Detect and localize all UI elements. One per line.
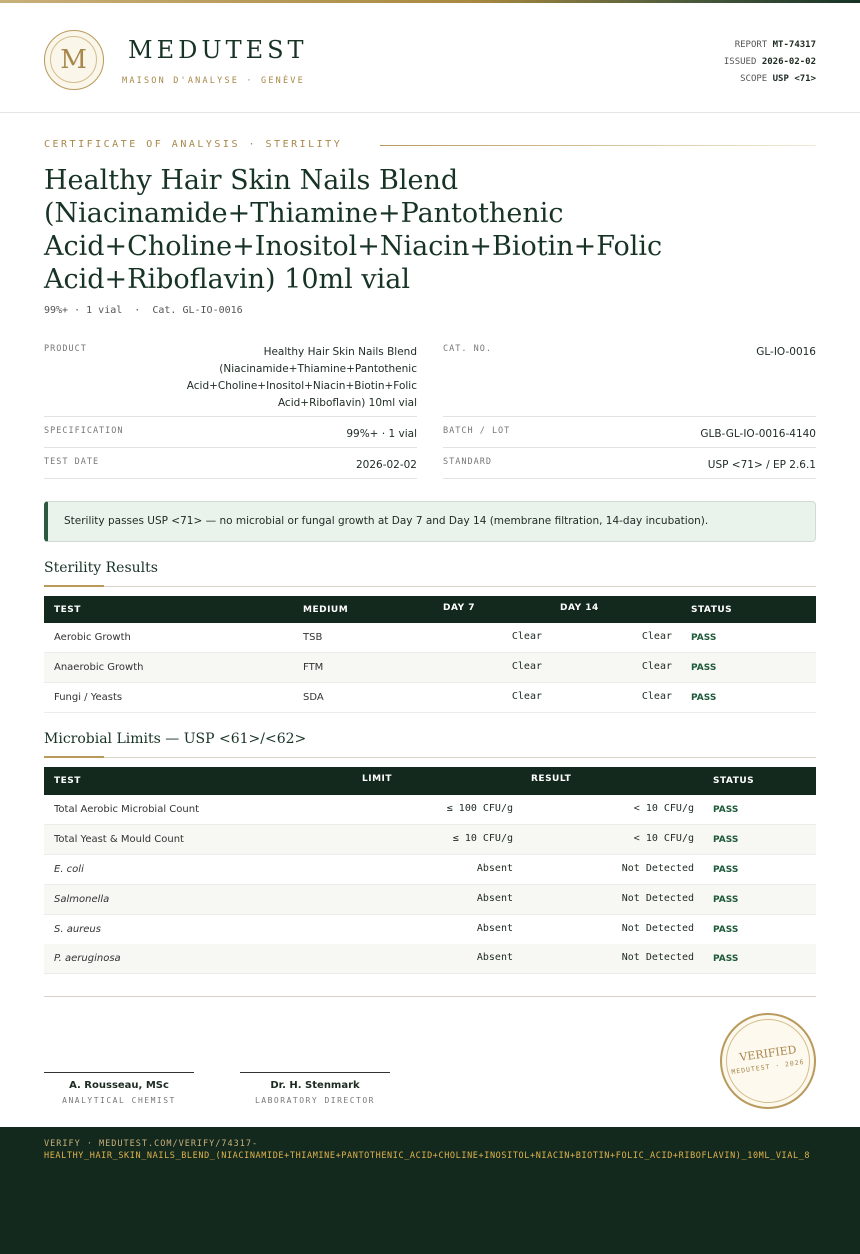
cell-result: Not Detected [621, 923, 694, 934]
col-day14: DAY 14 [560, 603, 599, 613]
spec-value: 99%+ · 1 vial [346, 428, 417, 440]
section-rule [44, 586, 816, 587]
col-medium: MEDIUM [303, 605, 349, 615]
sterility-table-header [44, 596, 816, 623]
status-badge: PASS [713, 865, 739, 875]
cell-test: S. aureus [54, 924, 101, 935]
col-day7: DAY 7 [443, 603, 475, 613]
status-badge: PASS [713, 954, 739, 964]
status-badge: PASS [691, 633, 717, 643]
cell-test: Anaerobic Growth [54, 662, 144, 673]
signatory-name: Dr. H. Stenmark [270, 1080, 360, 1091]
product-value: Healthy Hair Skin Nails Blend (Niacinamide+Thiamine+Pantothenic Acid+Choline+Inositol+Niacin+Biotin+Folic Acid+Riboflavin) 10ml vial [186, 346, 417, 409]
table-row [44, 825, 816, 855]
signature-block [240, 1072, 390, 1105]
cell-limit: Absent [476, 863, 513, 874]
cell-day7: Clear [511, 661, 542, 672]
col-limit: LIMIT [362, 774, 393, 784]
brand-name: MEDUTEST [128, 36, 308, 64]
cell-test: Fungi / Yeasts [54, 692, 123, 703]
info-divider [443, 416, 816, 417]
signature-block [44, 1072, 194, 1105]
info-standard [443, 457, 816, 477]
cell-limit: Absent [476, 923, 513, 934]
status-badge: PASS [691, 663, 717, 673]
microbial-table-header [44, 767, 816, 795]
col-result: RESULT [531, 774, 572, 784]
cell-limit: Absent [476, 952, 513, 963]
product-subline: 99%+ · 1 vial · Cat. GL-IO-0016 [44, 305, 243, 316]
cell-result: Not Detected [621, 863, 694, 874]
cell-test: Salmonella [54, 894, 110, 905]
verification-footer [0, 1127, 860, 1254]
cell-limit: ≤ 10 CFU/g [452, 833, 513, 844]
status-badge: PASS [691, 693, 717, 703]
section-accent [44, 585, 104, 587]
cell-day7: Clear [511, 691, 542, 702]
cell-limit: ≤ 100 CFU/g [446, 803, 513, 814]
status-badge: PASS [713, 835, 739, 845]
info-divider [44, 447, 417, 448]
kicker-rule [380, 145, 816, 146]
info-divider [443, 447, 816, 448]
cell-medium: SDA [303, 692, 324, 703]
info-product [44, 344, 417, 414]
report-header [0, 3, 860, 113]
brand-subtitle: MAISON D'ANALYSE · GENÈVE [122, 76, 305, 86]
microbial-section-title: Microbial Limits — USP <61>/<62> [44, 731, 307, 747]
product-label: PRODUCT [44, 344, 87, 354]
certificate-kicker: CERTIFICATE OF ANALYSIS · STERILITY [44, 139, 343, 150]
cell-day7: Clear [511, 631, 542, 642]
cell-result: < 10 CFU/g [633, 833, 694, 844]
section-rule [44, 757, 816, 758]
table-row [44, 915, 816, 945]
verify-url-path[interactable]: HEALTHY_HAIR_SKIN_NAILS_BLEND_(NIACINAMIDE+THIAMINE+PANTOTHENIC_ACID+CHOLINE+INOSITOL+NIACIN+BIOTIN+FOLIC_ACID+RIBOFLAVIN)_10ML_VIAL_8 [44, 1151, 811, 1161]
standard-value: USP <71> / EP 2.6.1 [707, 459, 816, 471]
catno-label: CAT. NO. [443, 344, 492, 354]
col-test: TEST [54, 776, 81, 786]
info-divider [44, 416, 417, 417]
col-status: STATUS [713, 776, 755, 786]
product-title: Healthy Hair Skin Nails Blend (Niacinamide+Thiamine+Pantothenic Acid+Choline+Inositol+Niacin+Biotin+Folic Acid+Riboflavin) 10ml vial [44, 165, 663, 295]
table-row [44, 683, 816, 713]
cell-test: E. coli [54, 864, 84, 875]
spec-label: SPECIFICATION [44, 426, 124, 436]
cell-day14: Clear [641, 691, 672, 702]
info-batch [443, 426, 816, 446]
logo-letter: M [50, 36, 97, 83]
table-row [44, 855, 816, 885]
verified-seal [720, 1013, 816, 1109]
verify-url-prefix[interactable]: VERIFY · MEDUTEST.COM/VERIFY/74317- [44, 1139, 259, 1149]
cell-medium: FTM [303, 662, 324, 673]
section-accent [44, 756, 104, 758]
report-scope: SCOPE USP <71> [740, 74, 816, 84]
info-divider [443, 478, 816, 479]
table-row [44, 623, 816, 653]
standard-label: STANDARD [443, 457, 492, 467]
signatory-role: ANALYTICAL CHEMIST [62, 1096, 176, 1105]
col-status: STATUS [691, 605, 733, 615]
table-row [44, 795, 816, 825]
table-row [44, 885, 816, 915]
cell-result: < 10 CFU/g [633, 803, 694, 814]
status-badge: PASS [713, 925, 739, 935]
cell-test: Total Aerobic Microbial Count [54, 804, 199, 815]
cell-day14: Clear [641, 661, 672, 672]
testdate-value: 2026-02-02 [355, 459, 417, 471]
cell-test: Total Yeast & Mould Count [54, 834, 184, 845]
signatory-role: LABORATORY DIRECTOR [254, 1096, 375, 1105]
info-test-date [44, 457, 417, 477]
sterility-pass-banner [44, 501, 816, 542]
cell-test: Aerobic Growth [54, 632, 131, 643]
table-row [44, 944, 816, 974]
brand-logo [44, 30, 104, 90]
seal-sub: MEDUTEST · 2026 [730, 1057, 806, 1077]
batch-value: GLB-GL-IO-0016-4140 [700, 428, 816, 440]
status-badge: PASS [713, 805, 739, 815]
cell-medium: TSB [303, 632, 323, 643]
sterility-section-title: Sterility Results [44, 560, 158, 576]
testdate-label: TEST DATE [44, 457, 100, 467]
col-test: TEST [54, 605, 81, 615]
info-cat-no [443, 344, 816, 364]
signatory-name: A. Rousseau, MSc [69, 1080, 169, 1091]
issued-date: ISSUED 2026-02-02 [723, 57, 816, 67]
cell-day14: Clear [641, 631, 672, 642]
batch-label: BATCH / LOT [443, 426, 511, 436]
info-specification [44, 426, 417, 446]
seal-word: VERIFIED [738, 1043, 798, 1064]
table-row [44, 653, 816, 683]
cell-result: Not Detected [621, 893, 694, 904]
report-meta [724, 37, 816, 88]
info-divider [44, 478, 417, 479]
cell-test: P. aeruginosa [54, 953, 121, 964]
cell-result: Not Detected [621, 952, 694, 963]
catno-value: GL-IO-0016 [756, 346, 816, 358]
signature-divider [44, 996, 816, 997]
cell-limit: Absent [476, 893, 513, 904]
status-badge: PASS [713, 895, 739, 905]
report-number: REPORT MT-74317 [734, 40, 816, 50]
banner-text: Sterility passes USP <71> — no microbial or fungal growth at Day 7 and Day 14 (membrane filtration, 14-day incubation). [64, 515, 709, 527]
